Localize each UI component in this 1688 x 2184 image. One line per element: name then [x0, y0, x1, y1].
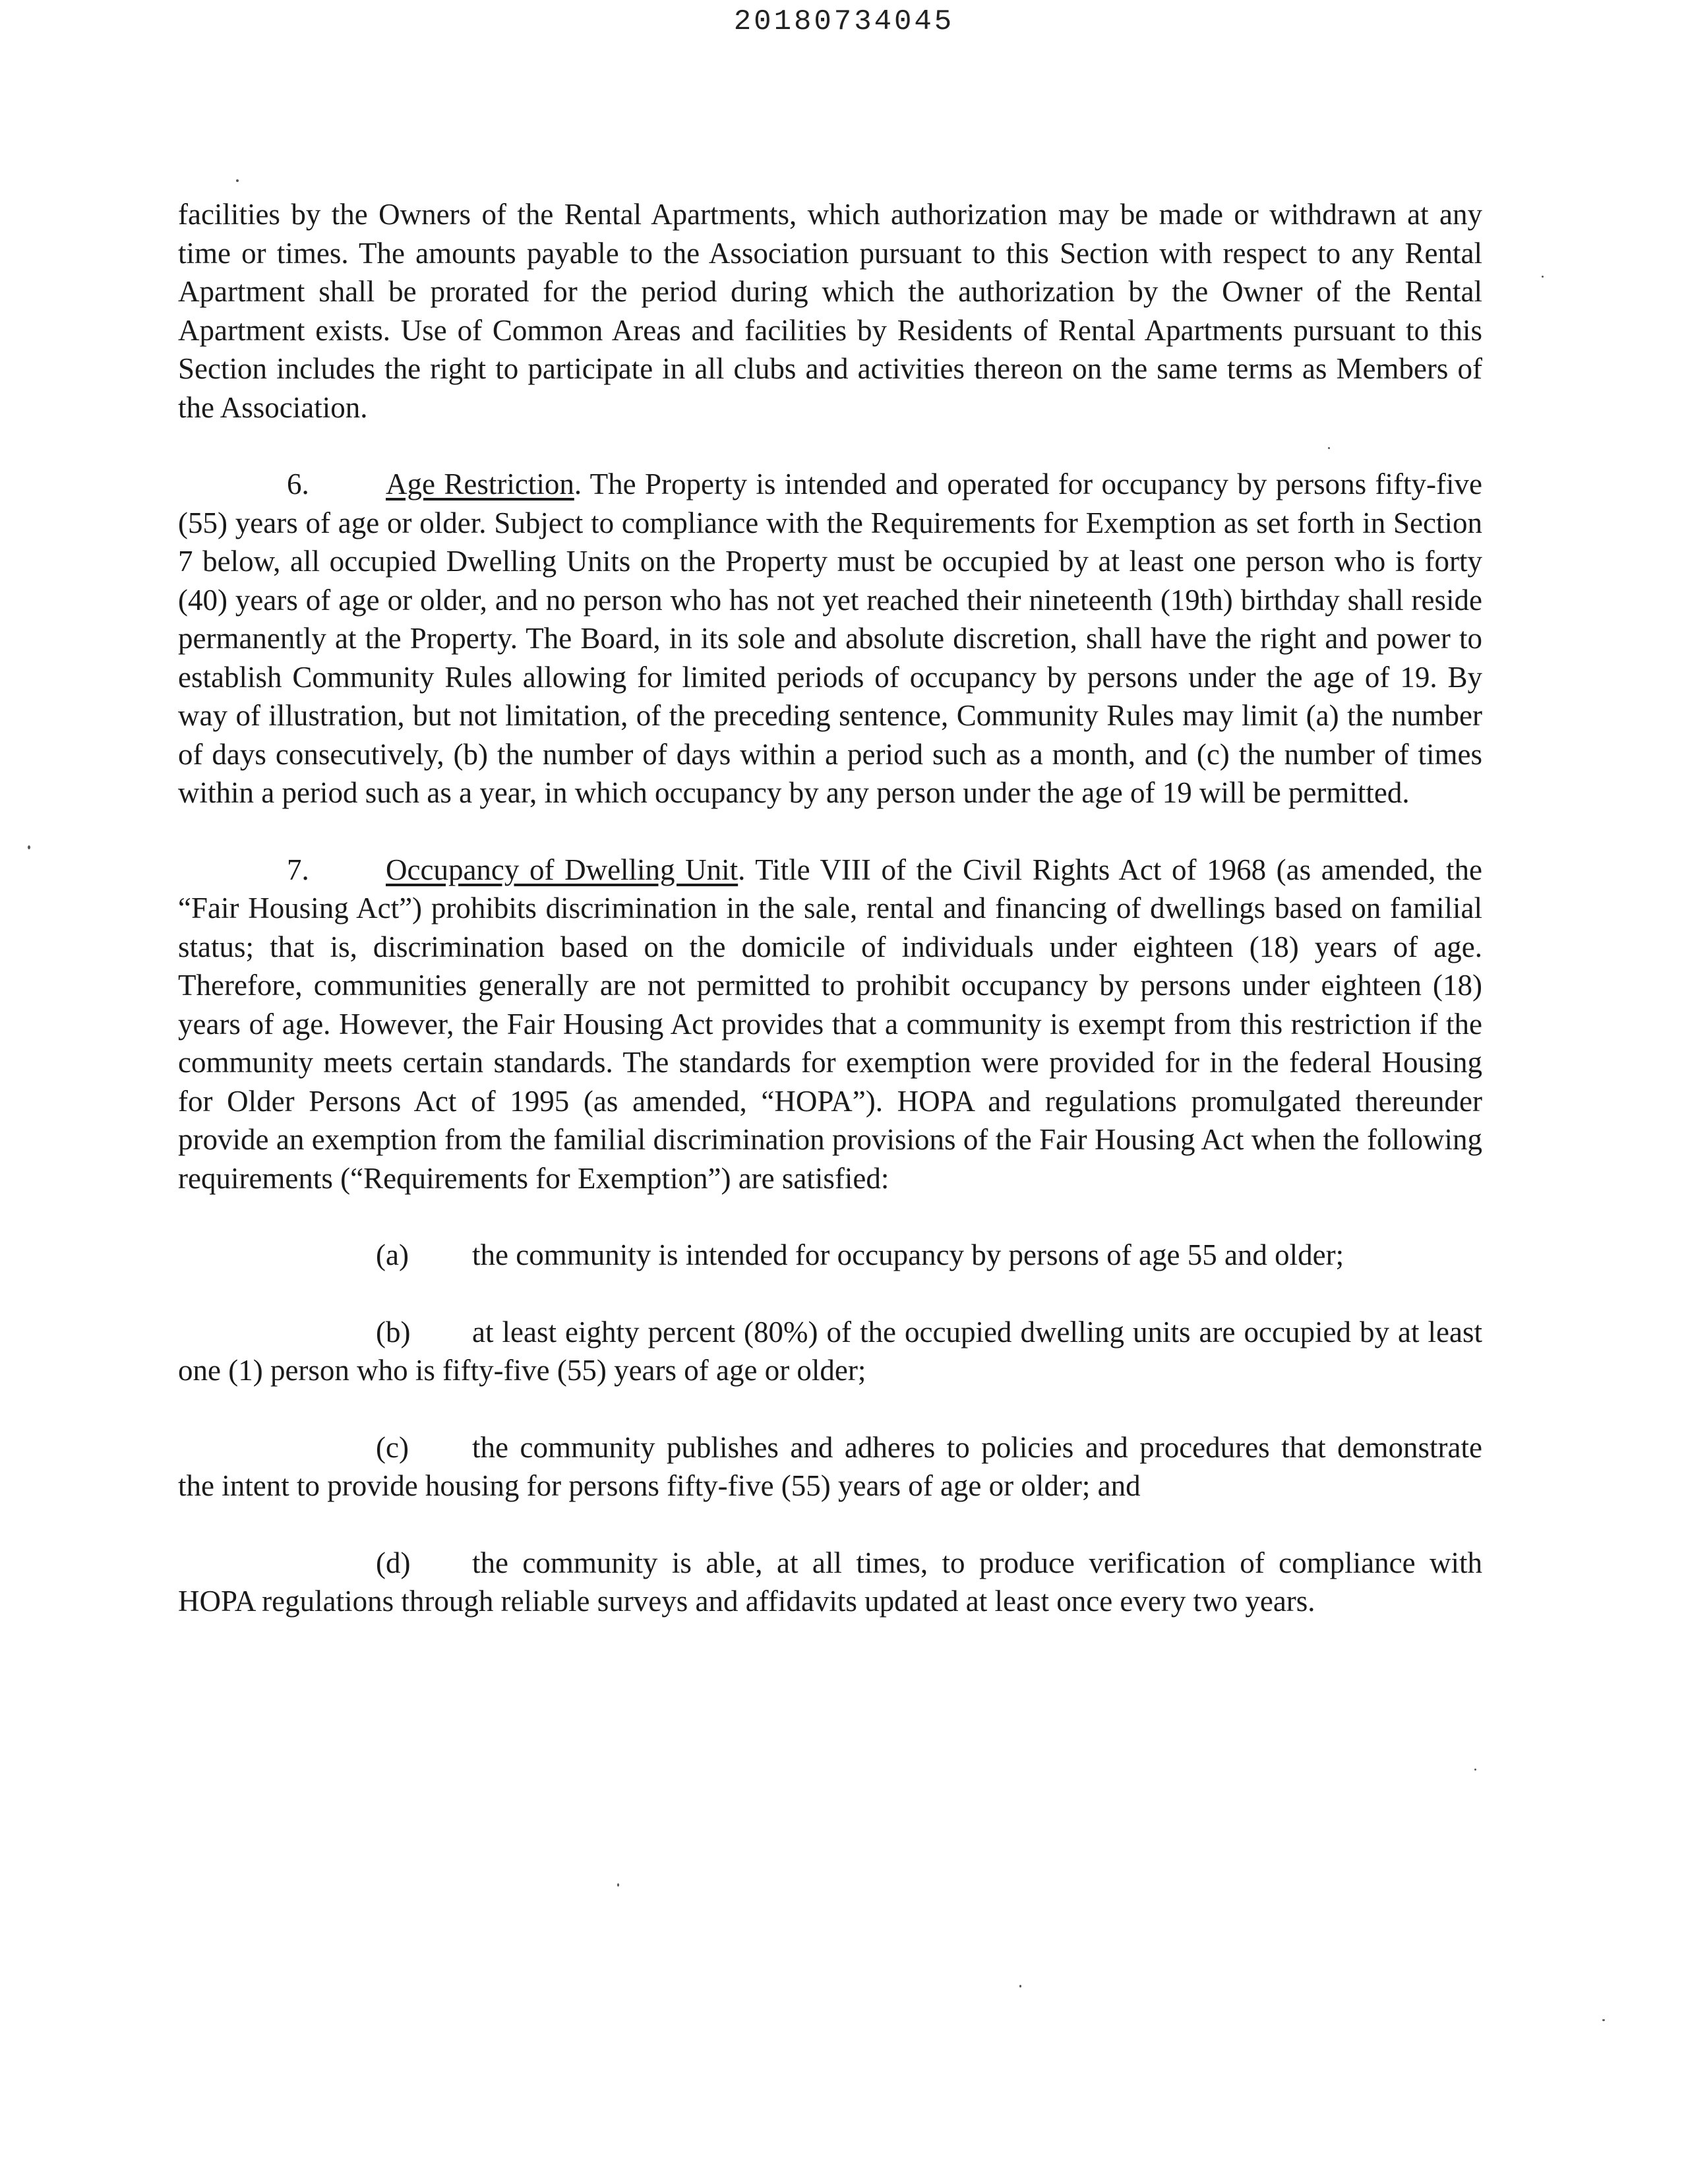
- requirement-d-label: (d): [376, 1546, 411, 1579]
- section-7-number: 7.: [287, 853, 309, 886]
- section-6-heading: Age Restriction: [386, 468, 574, 501]
- scan-speck: [28, 845, 30, 849]
- section-7-body: . Title VIII of the Civil Rights Act of 1968 (as amended, the “Fair Housing Act”) prohibits discrimination in the sale, rental and financing of dwellings based on familial status; that is, discrimination based on the domicile of individuals under eighteen (18) years of age. Therefore, communities generally are not permitted to prohibit occupancy by persons under eighteen (18) years of age. However, the Fair Housing Act provides that a community is exempt from this restriction if the community meets certain standards. The standards for exemption were provided for in the federal Housing for Older Persons Act of 1995 (as amended, “HOPA”). HOPA and regulations promulgated thereunder provide an exemption from the familial discrimination provisions of the Fair Housing Act when the following requirements (“Requirements for Exemption”) are satisfied:: [178, 853, 1482, 1195]
- requirement-c-label: (c): [376, 1430, 409, 1464]
- document-number: 20180734045: [733, 5, 955, 38]
- requirement-b-label: (b): [376, 1315, 411, 1349]
- section-6-body: . The Property is intended and operated for occupancy by persons fifty-five (55) years of age or older. Subject to compliance with the Requirements for Exemption as set forth in Section 7 below, all occupied Dwelling Units on the Property must be occupied by at least one person who is forty (40) years of age or older, and no person who has not yet reached their nineteenth (19th) birthday shall reside permanently at the Property. The Board, in its sole and absolute discretion, shall have the right and power to establish Community Rules allowing for limited periods of occupancy by persons under the age of 19. By way of illustration, but not limitation, of the preceding sentence, Community Rules may limit (a) the number of days consecutively, (b) the number of days within a period such as a month, and (c) the number of times within a period such as a year, in which occupancy by any person under the age of 19 will be permitted.: [178, 468, 1482, 809]
- continuation-paragraph: facilities by the Owners of the Rental Apartments, which authorization may be made or withdrawn at any time or times. The amounts payable to the Association pursuant to this Section with respect to any Rental Apartment shall be prorated for the period during which the authorization by the Owner of the Rental Apartment exists. Use of Common Areas and facilities by Residents of Rental Apartments pursuant to this Section includes the right to participate in all clubs and activities thereon on the same terms as Members of the Association.: [178, 198, 1482, 424]
- requirement-b: [178, 1313, 1482, 1390]
- section-6-number: 6.: [287, 468, 309, 501]
- requirement-c: [178, 1428, 1482, 1505]
- scan-speck: [1328, 447, 1330, 449]
- scan-speck: [1602, 2019, 1605, 2021]
- requirement-b-text: at least eighty percent (80%) of the occupied dwelling units are occupied by at least one (1) person who is fifty-five (55) years of age or older;: [178, 1315, 1482, 1387]
- scan-speck: [617, 1883, 619, 1887]
- requirement-d: [178, 1544, 1482, 1621]
- section-7: [178, 851, 1482, 1198]
- scan-speck: [1019, 1985, 1021, 1987]
- requirement-c-text: the community publishes and adheres to policies and procedures that demonstrate the intent to provide housing for persons fifty-five (55) years of age or older; and: [178, 1430, 1482, 1502]
- requirement-a-text: the community is intended for occupancy by persons of age 55 and older;: [472, 1238, 1344, 1271]
- requirement-d-text: the community is able, at all times, to produce verification of compliance with HOPA regulations through reliable surveys and affidavits updated at least once every two years.: [178, 1546, 1482, 1618]
- section-6: [178, 465, 1482, 812]
- requirement-a: [178, 1236, 1482, 1275]
- scan-speck: [1542, 276, 1544, 278]
- section-7-heading: Occupancy of Dwelling Unit: [386, 853, 738, 886]
- requirement-a-label: (a): [376, 1238, 409, 1271]
- scan-speck: [236, 179, 239, 182]
- scan-speck: [1474, 1769, 1476, 1771]
- document-body: [178, 195, 1482, 1659]
